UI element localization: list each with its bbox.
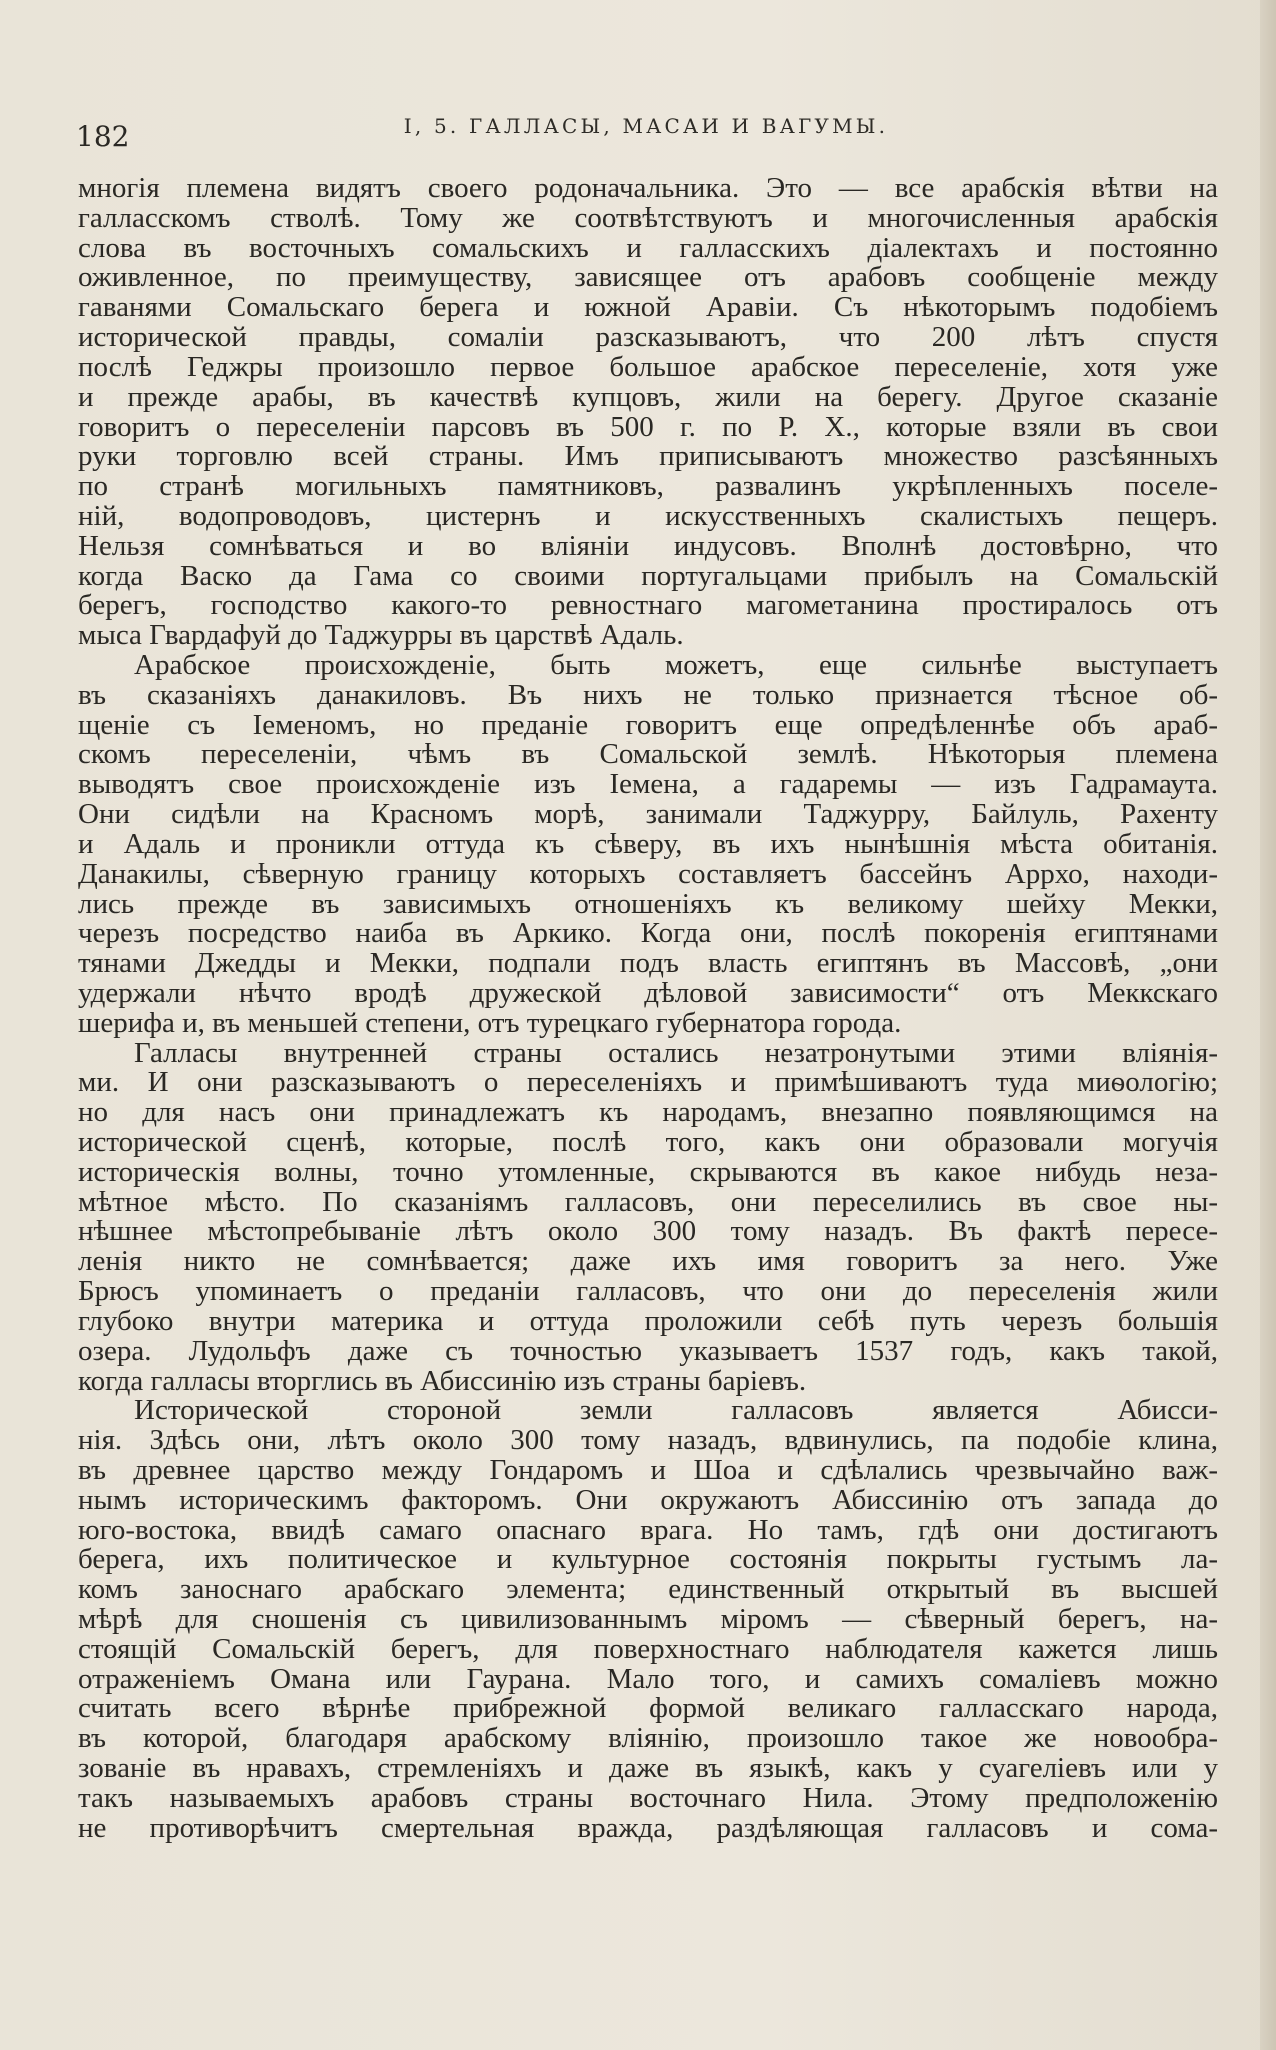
text-line: исторической правды, сомаліи разсказываютъ, что 200 лѣтъ спустя — [78, 321, 1218, 354]
text-line: когда галласы вторглись въ Абиссинію изъ страны баріевъ. — [78, 1364, 807, 1397]
text-line: не противорѣчитъ смертельная вражда, раздѣляющая галласовъ и сома- — [78, 1811, 1218, 1844]
body-text — [78, 174, 1218, 1844]
text-line: многія племена видятъ своего родоначальника. Это — все арабскія вѣтви на — [78, 172, 1218, 204]
text-line: Исторической стороной земли галласовъ является Абисси- — [134, 1394, 1218, 1427]
text-line: слова въ восточныхъ сомальскихъ и галласскихъ діалектахъ и постоянно — [78, 231, 1218, 264]
text-line: берегъ, господство какого-то ревностнаго магометанина простиралось отъ — [78, 589, 1218, 622]
text-line: отраженіемъ Омана или Гаурана. Мало того, и самихъ сомаліевъ можно — [78, 1662, 1218, 1695]
text-line: Они сидѣли на Красномъ морѣ, занимали Таджурру, Байлуль, Рахенту — [78, 798, 1218, 831]
text-line: черезъ посредство наиба въ Аркико. Когда они, послѣ покоренія египтянами — [78, 917, 1218, 950]
text-line: нѣшнее мѣстопребываніе лѣтъ около 300 тому назадъ. Въ фактѣ пересе- — [78, 1215, 1218, 1248]
text-line: галласскомъ стволѣ. Тому же соотвѣтствуютъ и многочисленныя арабскія — [78, 201, 1218, 234]
text-line: и прежде арабы, въ качествѣ купцовъ, жили на берегу. Другое сказаніе — [78, 380, 1218, 413]
text-line: зованіе въ нравахъ, стремленіяхъ и даже въ языкѣ, какъ у суагелiевъ или у — [78, 1752, 1218, 1785]
text-line: по странѣ могильныхъ памятниковъ, развалинъ укрѣпленныхъ поселе- — [78, 470, 1218, 503]
text-line: въ древнее царство между Гондаромъ и Шоа и сдѣлались чрезвычайно важ- — [78, 1453, 1218, 1486]
text-line: шерифа и, въ меньшей степени, отъ турецкаго губернатора города. — [78, 1006, 902, 1039]
text-line: озера. Лудольфъ даже съ точностью указываетъ 1537 годъ, какъ такой, — [78, 1334, 1218, 1367]
text-line: лись прежде въ зависимыхъ отношеніяхъ къ великому шейху Мекки, — [78, 887, 1218, 920]
text-line: Нельзя сомнѣваться и во вліяніи индусовъ. Вполнѣ достовѣрно, что — [78, 529, 1218, 562]
running-head: I, 5. ГАЛЛАСЫ, МАСАИ И ВАГУМЫ. — [403, 114, 889, 138]
text-line: когда Васко да Гама со своими португальцами прибылъ на Сомальскій — [78, 559, 1218, 592]
text-line: въ которой, благодаря арабскому вліянію, произошло такое же новообра- — [78, 1722, 1218, 1755]
text-line: ній, водопроводовъ, цистернъ и искусственныхъ скалистыхъ пещеръ. — [78, 499, 1218, 532]
text-line: тянами Джедды и Мекки, подпали подъ власть египтянъ въ Массовѣ, „они — [78, 947, 1218, 980]
text-line: говоритъ о переселеніи парсовъ въ 500 г. по Р. Х., которые взяли въ свои — [78, 410, 1218, 443]
text-line: гаванями Сомальскаго берега и южной Аравіи. Съ нѣкоторымъ подобіемъ — [78, 291, 1218, 324]
text-line: юго-востока, ввидѣ самаго опаснаго врага. Но тамъ, гдѣ они достигаютъ — [78, 1513, 1218, 1546]
text-line: и Адаль и проникли оттуда къ сѣверу, въ ихъ нынѣшнія мѣста обитанія. — [78, 827, 1218, 860]
text-line: исторической сценѣ, которые, послѣ того, какъ они образовали могучія — [78, 1126, 1218, 1158]
text-line: ми. И они разсказываютъ о переселеніяхъ и примѣшиваютъ туда миѳологію; — [78, 1066, 1218, 1099]
text-line: Галласы внутренней страны остались незатронутыми этими вліянія- — [134, 1036, 1218, 1069]
text-line: нымъ историческимъ факторомъ. Они окружаютъ Абиссинію отъ запада до — [78, 1483, 1218, 1516]
text-line: но для насъ они принадлежатъ къ народамъ, внезапно появляющимся на — [78, 1096, 1218, 1129]
text-line: руки торговлю всей страны. Имъ приписываютъ множество разсѣянныхъ — [78, 440, 1218, 473]
text-line: ленія никто не сомнѣвается; даже ихъ имя говоритъ за него. Уже — [78, 1245, 1218, 1278]
text-line: мыса Гвардафуй до Таджурры въ царствѣ Адаль. — [78, 619, 684, 652]
text-line: удержали нѣчто вродѣ дружеской дѣловой зависимости“ отъ Меккскаго — [78, 976, 1218, 1009]
text-line: выводятъ свое происхожденіе изъ Іемена, а гадаремы — изъ Гадрамаута. — [78, 768, 1218, 801]
page-edge — [1260, 0, 1276, 2050]
text-line: комъ заноснаго арабскаго элемента; единственный открытый въ высшей — [78, 1573, 1218, 1606]
page-number: 182 — [76, 120, 130, 153]
text-line: Брюсъ упоминаетъ о преданіи галласовъ, что они до переселенія жили — [78, 1275, 1218, 1308]
text-line: послѣ Геджры произошло первое большое арабское переселеніе, хотя уже — [78, 350, 1218, 383]
text-line: нія. Здѣсь они, лѣтъ около 300 тому назадъ, вдвинулись, па подобіе клина, — [78, 1424, 1218, 1457]
text-line: мѣтное мѣсто. По сказаніямъ галласовъ, они переселились въ свое ны- — [78, 1185, 1218, 1218]
text-line: оживленное, по преимуществу, зависящее отъ арабовъ сообщеніе между — [78, 261, 1218, 294]
text-line: такъ называемыхъ арабовъ страны восточнаго Нила. Этому предположенію — [78, 1781, 1218, 1814]
text-line: Данакилы, сѣверную границу которыхъ составляетъ бассейнъ Аррхо, находи- — [78, 857, 1218, 890]
text-line: въ сказаніяхъ данакиловъ. Въ нихъ не только признается тѣсное об- — [78, 678, 1218, 711]
page-header — [76, 114, 1216, 162]
text-line: стоящій Сомальскій берегъ, для поверхностнаго наблюдателя кажется лишь — [78, 1632, 1218, 1665]
text-line: Арабское происхожденіе, быть можетъ, еще сильнѣе выступаетъ — [134, 649, 1218, 681]
text-line: глубоко внутри материка и оттуда проложили себѣ путь черезъ большія — [78, 1304, 1218, 1337]
text-line: мѣрѣ для сношенія съ цивилизованнымъ міромъ — сѣверный берегъ, на- — [78, 1603, 1218, 1635]
text-line: скомъ переселеніи, чѣмъ въ Сомальской землѣ. Нѣкоторыя племена — [78, 738, 1218, 771]
text-line: историческія волны, точно утомленные, скрываются въ какое нибудь неза- — [78, 1155, 1218, 1188]
text-line: берега, ихъ политическое и культурное состоянія покрыты густымъ ла- — [78, 1543, 1218, 1576]
text-line: щеніе съ Іеменомъ, но преданіе говоритъ еще опредѣленнѣе объ араб- — [78, 708, 1218, 741]
text-line: считать всего вѣрнѣе прибрежной формой великаго галласскаго народа, — [78, 1692, 1218, 1725]
